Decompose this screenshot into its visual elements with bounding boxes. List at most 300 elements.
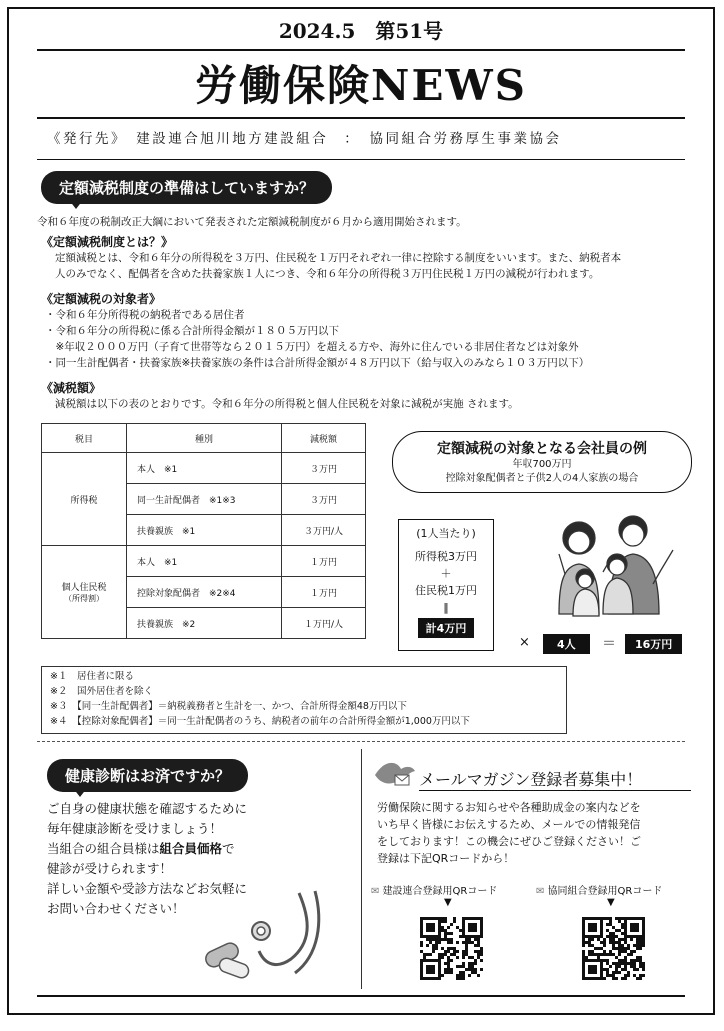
- qr-module: [435, 977, 438, 980]
- qr-module: [627, 935, 630, 938]
- qr-module: [591, 917, 594, 920]
- qr-module: [597, 935, 600, 938]
- qr-module: [444, 920, 447, 923]
- qr-module: [459, 935, 462, 938]
- header-rule-top: [37, 49, 685, 51]
- qr-module: [438, 929, 441, 932]
- qr-module: [474, 923, 477, 926]
- example-income: 年収700万円: [512, 459, 572, 470]
- qr-module: [621, 926, 624, 929]
- qr-module: [600, 923, 603, 926]
- arrow-down-icon: ▼: [607, 897, 615, 908]
- qr-module: [453, 947, 456, 950]
- qr-module: [633, 926, 636, 929]
- qr-module: [615, 971, 618, 974]
- qr-module: [591, 968, 594, 971]
- qr-module: [612, 962, 615, 965]
- qr-module: [630, 923, 633, 926]
- result-equals: ＝: [602, 636, 616, 652]
- qr-module: [636, 947, 639, 950]
- qr-module: [582, 977, 585, 980]
- qr-module: [474, 935, 477, 938]
- qr-module: [633, 950, 636, 953]
- qr-module: [441, 956, 444, 959]
- qr-module: [642, 926, 645, 929]
- qr-module: [606, 962, 609, 965]
- qr-module: [627, 962, 630, 965]
- qr-module: [423, 917, 426, 920]
- qr-module: [462, 965, 465, 968]
- qr-module: [588, 917, 591, 920]
- qr-code-kyodo[interactable]: [581, 915, 645, 983]
- qr-module: [615, 917, 618, 920]
- qr-module: [582, 929, 585, 932]
- qr-module: [636, 938, 639, 941]
- per-person-box: [398, 519, 494, 651]
- qr-module: [639, 947, 642, 950]
- qr-module: [450, 947, 453, 950]
- qr-module: [600, 929, 603, 932]
- kind-cell: 控除対象配偶者 ※2※4: [127, 577, 282, 608]
- qr-module: [618, 953, 621, 956]
- qr-module: [639, 935, 642, 938]
- kind-cell: 本人 ※1: [127, 453, 282, 484]
- qr-module: [438, 971, 441, 974]
- heading-pointer: [69, 200, 83, 209]
- qr-module: [588, 941, 591, 944]
- income-tax-amount: 所得税3万円: [415, 550, 477, 563]
- qr-module: [471, 926, 474, 929]
- qr-module: [609, 965, 612, 968]
- total-per-person: 計4万円: [418, 618, 475, 638]
- qr1-label-text: 建設連合登録用QRコード: [382, 886, 498, 897]
- qr-module: [435, 935, 438, 938]
- qr-module: [432, 947, 435, 950]
- qr-module: [432, 935, 435, 938]
- qr-module: [594, 935, 597, 938]
- qr-module: [420, 917, 423, 920]
- what-text: [55, 250, 621, 282]
- qr-module: [612, 932, 615, 935]
- qr-module: [630, 926, 633, 929]
- qr-module: [621, 959, 624, 962]
- qr-module: [441, 920, 444, 923]
- qr-module: [597, 917, 600, 920]
- resident-tax-amount: 住民税1万円: [415, 584, 477, 597]
- qr-module: [582, 926, 585, 929]
- qr-module: [474, 926, 477, 929]
- qr-module: [429, 923, 432, 926]
- qr-module: [624, 956, 627, 959]
- qr-module: [606, 953, 609, 956]
- qr-module: [594, 917, 597, 920]
- qr-module: [612, 974, 615, 977]
- qr-module: [642, 944, 645, 947]
- qr-module: [600, 926, 603, 929]
- qr-module: [591, 929, 594, 932]
- qr-module: [429, 941, 432, 944]
- qr-module: [462, 920, 465, 923]
- qr-module: [453, 920, 456, 923]
- qr-module: [603, 941, 606, 944]
- qr-module: [447, 956, 450, 959]
- qr-module: [588, 965, 591, 968]
- amount-heading: 《減税額》: [41, 381, 102, 395]
- qr-module: [606, 929, 609, 932]
- qr-module: [462, 971, 465, 974]
- qr-module: [435, 959, 438, 962]
- qr-module: [438, 932, 441, 935]
- qr-module: [435, 944, 438, 947]
- qr-module: [642, 962, 645, 965]
- qr-module: [468, 941, 471, 944]
- publisher-line: 《発行先》 建設連合旭川地方建設組合 ： 協同組合労務厚生事業協会: [47, 131, 562, 147]
- qr-module: [438, 968, 441, 971]
- qr-module: [588, 938, 591, 941]
- amount-cell: ３万円: [282, 484, 366, 515]
- qr-module: [615, 965, 618, 968]
- qr-module: [444, 935, 447, 938]
- target-line: ※年収２０００万円（子育て世帯等なら２０１５万円）を超える方や、海外に住んでいる非居住者などは対象外: [45, 341, 579, 353]
- qr-module: [636, 959, 639, 962]
- qr-module: [480, 935, 483, 938]
- qr-module: [450, 959, 453, 962]
- qr-module: [600, 917, 603, 920]
- qr-module: [594, 971, 597, 974]
- target-text: [45, 307, 589, 371]
- qr-module: [633, 923, 636, 926]
- qr-module: [450, 971, 453, 974]
- qr-module: [627, 953, 630, 956]
- qr-module: [474, 944, 477, 947]
- qr-module: [624, 947, 627, 950]
- qr-module: [621, 917, 624, 920]
- qr-module: [429, 926, 432, 929]
- qr-module: [600, 974, 603, 977]
- qr-module: [429, 917, 432, 920]
- qr-module: [423, 977, 426, 980]
- tax-section-heading: 定額減税制度の準備はしていますか？: [41, 171, 332, 204]
- qr-module: [609, 920, 612, 923]
- qr-module: [468, 968, 471, 971]
- qr-module: [438, 956, 441, 959]
- qr-module: [450, 941, 453, 944]
- tax-intro: 令和６年度の税制改正大綱において発表された定額減税制度が６月から適用開始されます。: [37, 216, 467, 228]
- qr-module: [468, 938, 471, 941]
- qr-module: [609, 917, 612, 920]
- qr-module: [597, 953, 600, 956]
- mail-line: いち早く皆様にお伝えするため、メールでの情報発信: [377, 818, 641, 831]
- qr-module: [621, 968, 624, 971]
- qr-module: [450, 968, 453, 971]
- qr-module: [462, 926, 465, 929]
- qr-module: [474, 938, 477, 941]
- qr-module: [453, 953, 456, 956]
- qr-module: [582, 932, 585, 935]
- qr-module: [609, 950, 612, 953]
- what-heading: 《定額減税制度とは？》: [41, 235, 174, 249]
- qr-module: [642, 935, 645, 938]
- qr-module: [429, 968, 432, 971]
- qr-module: [630, 965, 633, 968]
- qr-module: [438, 923, 441, 926]
- qr-module: [618, 947, 621, 950]
- qr-module: [618, 917, 621, 920]
- qr-module: [438, 977, 441, 980]
- qr-module: [426, 929, 429, 932]
- qr-module: [447, 971, 450, 974]
- qr-module: [426, 917, 429, 920]
- qr-module: [624, 950, 627, 953]
- qr-module: [447, 938, 450, 941]
- qr-module: [588, 944, 591, 947]
- qr-module: [426, 971, 429, 974]
- qr-module: [615, 941, 618, 944]
- qr-module: [438, 953, 441, 956]
- qr-module: [426, 923, 429, 926]
- qr-module: [588, 935, 591, 938]
- qr-module: [420, 944, 423, 947]
- qr-module: [459, 971, 462, 974]
- qr-module: [633, 917, 636, 920]
- qr-module: [615, 977, 618, 980]
- table-header: 種別: [127, 424, 282, 453]
- mail-line: をしております！この機会にぜひご登録ください！ご: [377, 835, 641, 848]
- qr-module: [432, 965, 435, 968]
- qr-module: [630, 962, 633, 965]
- qr-module: [609, 941, 612, 944]
- qr-module: [456, 941, 459, 944]
- people-count: 4人: [543, 634, 590, 654]
- qr-module: [612, 977, 615, 980]
- target-line: ・令和６年分所得税の納税者である居住者: [45, 309, 245, 321]
- kind-cell: 扶養親族 ※1: [127, 515, 282, 546]
- qr-module: [582, 962, 585, 965]
- qr-module: [636, 941, 639, 944]
- qr-module: [477, 953, 480, 956]
- qr-module: [444, 917, 447, 920]
- qr-module: [432, 950, 435, 953]
- qr-module: [465, 953, 468, 956]
- footnotes-box: [41, 666, 567, 734]
- qr-module: [630, 950, 633, 953]
- qr-module: [597, 959, 600, 962]
- arrow-down-icon: ▼: [444, 897, 452, 908]
- amount-cell: １万円/人: [282, 608, 366, 639]
- resident-tax-label: 個人住民税: [61, 583, 107, 593]
- qr-module: [618, 920, 621, 923]
- qr-module: [438, 965, 441, 968]
- qr-module: [627, 974, 630, 977]
- qr-module: [609, 974, 612, 977]
- qr-module: [471, 941, 474, 944]
- health-line: 当組合の組合員様は: [47, 841, 160, 856]
- qr-module: [591, 944, 594, 947]
- qr-module: [441, 947, 444, 950]
- qr-module: [582, 950, 585, 953]
- qr-module: [633, 944, 636, 947]
- qr-module: [624, 926, 627, 929]
- qr-module: [582, 974, 585, 977]
- qr-module: [459, 974, 462, 977]
- qr-module: [612, 971, 615, 974]
- qr-module: [639, 962, 642, 965]
- qr-module: [468, 974, 471, 977]
- qr-module: [633, 935, 636, 938]
- newsletter-title: 労働保険NEWS: [195, 61, 527, 110]
- qr-module: [429, 971, 432, 974]
- qr-module: [447, 932, 450, 935]
- qr-module: [420, 926, 423, 929]
- qr-module: [624, 959, 627, 962]
- qr-module: [432, 959, 435, 962]
- qr-module: [471, 962, 474, 965]
- qr-module: [609, 923, 612, 926]
- qr-module: [435, 938, 438, 941]
- qr-module: [480, 923, 483, 926]
- qr-module: [480, 920, 483, 923]
- qr-module: [471, 956, 474, 959]
- qr-module: [429, 965, 432, 968]
- qr-module: [471, 935, 474, 938]
- qr-module: [426, 935, 429, 938]
- qr-module: [639, 941, 642, 944]
- qr-module: [591, 971, 594, 974]
- qr-module: [585, 917, 588, 920]
- qr-module: [621, 938, 624, 941]
- qr-module: [462, 977, 465, 980]
- kind-cell: 同一生計配偶者 ※1※3: [127, 484, 282, 515]
- qr-module: [447, 962, 450, 965]
- qr-module: [426, 953, 429, 956]
- health-line: 詳しい金額や受診方法などお気軽に: [47, 881, 248, 896]
- qr-module: [594, 977, 597, 980]
- qr-module: [477, 974, 480, 977]
- qr-module: [465, 917, 468, 920]
- amount-cell: １万円: [282, 546, 366, 577]
- qr-module: [459, 977, 462, 980]
- qr-module: [468, 923, 471, 926]
- qr-module: [462, 917, 465, 920]
- newsletter-page: [7, 7, 715, 1015]
- qr-module: [420, 968, 423, 971]
- footnote: ※２ 国外居住者を除く: [50, 686, 153, 697]
- qr-module: [423, 935, 426, 938]
- qr-module: [591, 959, 594, 962]
- qr-module: [582, 944, 585, 947]
- qr-module: [477, 935, 480, 938]
- qr-module: [465, 941, 468, 944]
- qr-module: [618, 941, 621, 944]
- qr-module: [588, 968, 591, 971]
- qr-module: [438, 920, 441, 923]
- qr-module: [474, 959, 477, 962]
- qr-module: [420, 935, 423, 938]
- mail-line: 登録は下記QRコードから！: [377, 852, 515, 865]
- qr-module: [462, 929, 465, 932]
- section-divider: [37, 741, 685, 742]
- mail-heading-underline: [419, 790, 691, 791]
- qr-module: [474, 962, 477, 965]
- qr-module: [456, 965, 459, 968]
- kind-cell: 本人 ※1: [127, 546, 282, 577]
- footer-rule: [37, 995, 685, 997]
- qr-module: [465, 944, 468, 947]
- qr-module: [477, 941, 480, 944]
- amount-cell: １万円: [282, 577, 366, 608]
- qr-module: [480, 953, 483, 956]
- qr-module: [642, 968, 645, 971]
- qr-module: [474, 971, 477, 974]
- qr-module: [462, 962, 465, 965]
- qr-module: [471, 965, 474, 968]
- qr-module: [612, 947, 615, 950]
- qr-module: [453, 917, 456, 920]
- qr-module: [432, 977, 435, 980]
- amount-text: 減税額は以下の表のとおりです。令和６年分の所得税と個人住民税を対象に減税が実施 されます。: [55, 398, 519, 410]
- qr-module: [480, 947, 483, 950]
- qr-code-kensetsu[interactable]: [419, 915, 483, 983]
- multiply-sign: ×: [519, 635, 530, 650]
- qr-module: [636, 968, 639, 971]
- qr-module: [618, 929, 621, 932]
- table-header: 減税額: [282, 424, 366, 453]
- qr-module: [639, 974, 642, 977]
- qr-module: [615, 962, 618, 965]
- table-header: 税目: [42, 424, 127, 453]
- qr-module: [429, 977, 432, 980]
- qr-module: [588, 923, 591, 926]
- qr-module: [435, 917, 438, 920]
- qr-module: [612, 926, 615, 929]
- qr-module: [438, 959, 441, 962]
- stethoscope-icon: [199, 881, 349, 985]
- mail-section-heading: メールマガジン登録者募集中！: [419, 770, 643, 789]
- qr-module: [621, 944, 624, 947]
- qr-module: [624, 962, 627, 965]
- equals-sign: ‖: [443, 601, 449, 614]
- qr-module: [639, 959, 642, 962]
- qr-module: [594, 965, 597, 968]
- qr-module: [606, 923, 609, 926]
- qr-module: [603, 959, 606, 962]
- qr-module: [462, 932, 465, 935]
- qr-module: [591, 965, 594, 968]
- qr-module: [594, 926, 597, 929]
- qr-module: [426, 965, 429, 968]
- qr-module: [609, 932, 612, 935]
- qr-module: [642, 974, 645, 977]
- qr-module: [582, 968, 585, 971]
- qr-module: [639, 956, 642, 959]
- qr-module: [432, 923, 435, 926]
- qr-module: [450, 953, 453, 956]
- target-heading: 《定額減税の対象者》: [41, 292, 162, 306]
- qr-module: [633, 959, 636, 962]
- qr-module: [468, 929, 471, 932]
- example-heading-box: [392, 431, 692, 493]
- plus-sign: ＋: [440, 567, 452, 580]
- qr-module: [477, 956, 480, 959]
- qr-module: [426, 926, 429, 929]
- qr-module: [432, 938, 435, 941]
- qr-module: [600, 959, 603, 962]
- qr-module: [435, 941, 438, 944]
- qr-module: [585, 956, 588, 959]
- qr-module: [630, 938, 633, 941]
- qr-module: [600, 965, 603, 968]
- qr-module: [585, 941, 588, 944]
